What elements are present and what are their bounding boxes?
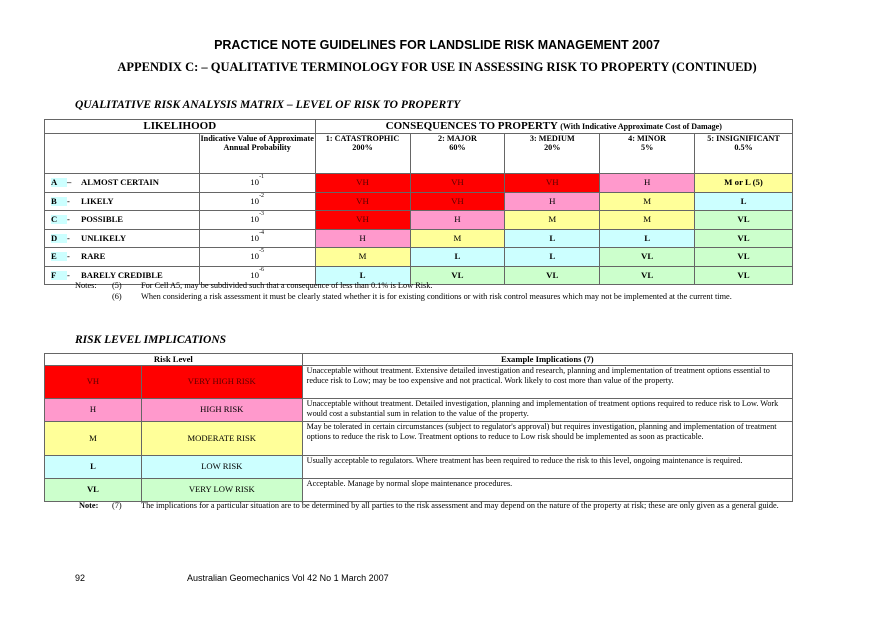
likelihood-label bbox=[45, 211, 200, 230]
matrix-row bbox=[45, 211, 793, 230]
risk-cell: VH bbox=[315, 174, 410, 193]
col-pct: 60% bbox=[449, 142, 466, 152]
col-label: 4: MINOR bbox=[628, 134, 667, 143]
risk-cell: VL bbox=[695, 248, 793, 267]
likelihood-letter: F bbox=[51, 271, 67, 280]
page-number: 92 bbox=[75, 573, 86, 583]
implication-row bbox=[45, 399, 793, 422]
probability-base: 10 bbox=[250, 251, 260, 261]
risk-cell: H bbox=[315, 229, 410, 248]
consequences-header-note: (With Indicative Approximate Cost of Damage) bbox=[560, 121, 722, 131]
risk-cell: VH bbox=[315, 192, 410, 211]
note-7-text: The implications for a particular situation are to be determined by all parties to the risk assessment and may depend on the nature of the property at risk; these are only given as a general guide. bbox=[141, 501, 779, 510]
matrix-row bbox=[45, 229, 793, 248]
likelihood-dash: - bbox=[67, 214, 70, 225]
risk-implication-text: Unacceptable without treatment. Extensive detailed investigation and research, planning and implementation of treatment options essential to reduce risk to Low; may be too expensive and not practical. Work likely to cost more than value of the property. bbox=[302, 366, 792, 399]
risk-code: L bbox=[45, 456, 142, 479]
col-label: 5: INSIGNIFICANT bbox=[707, 134, 780, 143]
risk-cell: H bbox=[505, 192, 600, 211]
example-implications-header: Example Implications (7) bbox=[302, 354, 792, 366]
note-7-number: (7) bbox=[112, 501, 122, 510]
probability-base: 10 bbox=[250, 269, 260, 280]
consequence-col-header bbox=[410, 134, 505, 174]
risk-cell: VL bbox=[505, 266, 600, 285]
implication-row bbox=[45, 422, 793, 456]
probability-base: 10 bbox=[250, 195, 260, 206]
risk-implication-text: Usually acceptable to regulators. Where treatment has been required to reduce the risk to this level, ongoing maintenance is required. bbox=[302, 456, 792, 479]
risk-cell: VH bbox=[410, 174, 505, 193]
consequence-col-header bbox=[505, 134, 600, 174]
note-6-text: When considering a risk assessment it must be clearly stated whether it is for existing conditions or with risk control measures which may not be implemented at the current time. bbox=[141, 292, 732, 301]
matrix-row bbox=[45, 248, 793, 267]
consequences-header-label: CONSEQUENCES TO PROPERTY bbox=[385, 119, 558, 132]
note-7-label: Note: bbox=[79, 501, 99, 510]
likelihood-letter: E bbox=[51, 252, 67, 261]
risk-cell: M bbox=[315, 248, 410, 267]
note-5-number: (5) bbox=[112, 281, 122, 290]
risk-cell: VH bbox=[410, 192, 505, 211]
risk-cell: M bbox=[410, 229, 505, 248]
probability-exponent: -4 bbox=[259, 229, 265, 236]
probability-exponent: -6 bbox=[259, 266, 265, 273]
risk-cell: L bbox=[695, 192, 793, 211]
probability-value bbox=[199, 174, 315, 193]
likelihood-name: POSSIBLE bbox=[81, 214, 124, 225]
col-pct: 0.5% bbox=[734, 142, 753, 152]
probability-value bbox=[199, 229, 315, 248]
likelihood-label bbox=[45, 229, 200, 248]
journal-citation: Australian Geomechanics Vol 42 No 1 March 2007 bbox=[187, 573, 389, 583]
risk-name: LOW RISK bbox=[141, 456, 302, 479]
col-pct: 200% bbox=[352, 142, 373, 152]
likelihood-name: RARE bbox=[81, 251, 106, 262]
risk-implications-table bbox=[44, 353, 793, 502]
likelihood-name: UNLIKELY bbox=[81, 232, 127, 243]
likelihood-letter: A bbox=[51, 178, 67, 187]
col-label: 1: CATASTROPHIC bbox=[325, 134, 400, 143]
risk-name: VERY HIGH RISK bbox=[141, 366, 302, 399]
risk-cell: VL bbox=[695, 229, 793, 248]
likelihood-name: ALMOST CERTAIN bbox=[81, 177, 159, 188]
likelihood-header: LIKELIHOOD bbox=[45, 120, 316, 134]
likelihood-name: BARELY CREDIBLE bbox=[81, 269, 163, 280]
risk-cell: L bbox=[505, 229, 600, 248]
risk-name: VERY LOW RISK bbox=[141, 479, 302, 502]
risk-cell: H bbox=[410, 211, 505, 230]
risk-name: HIGH RISK bbox=[141, 399, 302, 422]
blank-header-cell bbox=[45, 134, 200, 174]
matrix-section-title: QUALITATIVE RISK ANALYSIS MATRIX – LEVEL OF RISK TO PROPERTY bbox=[75, 99, 461, 111]
risk-cell: L bbox=[315, 266, 410, 285]
likelihood-label bbox=[45, 192, 200, 211]
risk-cell: M bbox=[600, 192, 695, 211]
likelihood-letter: B bbox=[51, 197, 67, 206]
likelihood-label bbox=[45, 174, 200, 193]
risk-code: M bbox=[45, 422, 142, 456]
risk-implication-text: Unacceptable without treatment. Detailed investigation, planning and implementation of treatment options required to reduce risk to Low. Work would cost a substantial sum in relation to the value of the property. bbox=[302, 399, 792, 422]
probability-value bbox=[199, 248, 315, 267]
risk-implication-text: May be tolerated in certain circumstances (subject to regulator's approval) but requires investigation, planning and implementation of treatment options to reduce the risk to Low. Treatment options to reduce to Low risk should be implemented as soon as practicable. bbox=[302, 422, 792, 456]
risk-matrix-table bbox=[44, 119, 793, 285]
consequence-col-header bbox=[315, 134, 410, 174]
note-5-text: For Cell A5, may be subdivided such that a consequence of less than 0.1% is Low Risk. bbox=[141, 281, 433, 290]
risk-cell: M or L (5) bbox=[695, 174, 793, 193]
probability-exponent: -3 bbox=[259, 211, 265, 217]
risk-cell: VL bbox=[410, 266, 505, 285]
probability-exponent: -1 bbox=[259, 174, 265, 180]
notes-label: Notes: bbox=[75, 281, 97, 290]
col-pct: 20% bbox=[544, 142, 561, 152]
risk-implication-text: Acceptable. Manage by normal slope maintenance procedures. bbox=[302, 479, 792, 502]
implication-row bbox=[45, 366, 793, 399]
likelihood-dash: – bbox=[67, 177, 72, 188]
risk-cell: VL bbox=[600, 266, 695, 285]
appendix-subtitle: APPENDIX C: – QUALITATIVE TERMINOLOGY FOR USE IN ASSESSING RISK TO PROPERTY (CONTINUED) bbox=[117, 60, 757, 74]
probability-base: 10 bbox=[250, 214, 260, 224]
risk-cell: VH bbox=[315, 211, 410, 230]
note-6-number: (6) bbox=[112, 292, 122, 301]
matrix-row bbox=[45, 174, 793, 193]
risk-cell: VL bbox=[600, 248, 695, 267]
consequence-col-header bbox=[600, 134, 695, 174]
risk-code: VL bbox=[45, 479, 142, 502]
col-label: 2: MAJOR bbox=[437, 134, 477, 143]
risk-cell: M bbox=[600, 211, 695, 230]
risk-cell: L bbox=[505, 248, 600, 267]
risk-code: H bbox=[45, 399, 142, 422]
implication-row bbox=[45, 479, 793, 502]
implications-section-title: RISK LEVEL IMPLICATIONS bbox=[75, 334, 227, 346]
risk-cell: M bbox=[505, 211, 600, 230]
risk-name: MODERATE RISK bbox=[141, 422, 302, 456]
likelihood-dash: - bbox=[67, 269, 70, 280]
col-pct: 5% bbox=[640, 142, 654, 152]
probability-exponent: -2 bbox=[259, 192, 265, 199]
likelihood-label bbox=[45, 248, 200, 267]
risk-code: VH bbox=[45, 366, 142, 399]
probability-base: 10 bbox=[250, 232, 260, 243]
likelihood-letter: D bbox=[51, 234, 67, 243]
probability-exponent: -5 bbox=[259, 248, 265, 254]
probability-value bbox=[199, 192, 315, 211]
implication-row bbox=[45, 456, 793, 479]
risk-level-header: Risk Level bbox=[45, 354, 303, 366]
probability-value bbox=[199, 211, 315, 230]
risk-cell: VL bbox=[695, 211, 793, 230]
likelihood-dash: - bbox=[67, 195, 70, 206]
consequences-header bbox=[315, 120, 792, 134]
matrix-row bbox=[45, 192, 793, 211]
probability-base: 10 bbox=[250, 177, 260, 187]
probability-header: Indicative Value of Approximate Annual Probability bbox=[199, 134, 315, 174]
col-label: 3: MEDIUM bbox=[529, 134, 575, 143]
consequence-col-header bbox=[695, 134, 793, 174]
likelihood-name: LIKELY bbox=[81, 195, 114, 206]
risk-cell: L bbox=[410, 248, 505, 267]
likelihood-letter: C bbox=[51, 215, 67, 224]
risk-cell: L bbox=[600, 229, 695, 248]
risk-cell: VH bbox=[505, 174, 600, 193]
risk-cell: VL bbox=[695, 266, 793, 285]
likelihood-dash: - bbox=[67, 251, 70, 262]
risk-cell: H bbox=[600, 174, 695, 193]
page-title: PRACTICE NOTE GUIDELINES FOR LANDSLIDE RISK MANAGEMENT 2007 bbox=[214, 38, 660, 52]
likelihood-dash: - bbox=[67, 232, 70, 243]
